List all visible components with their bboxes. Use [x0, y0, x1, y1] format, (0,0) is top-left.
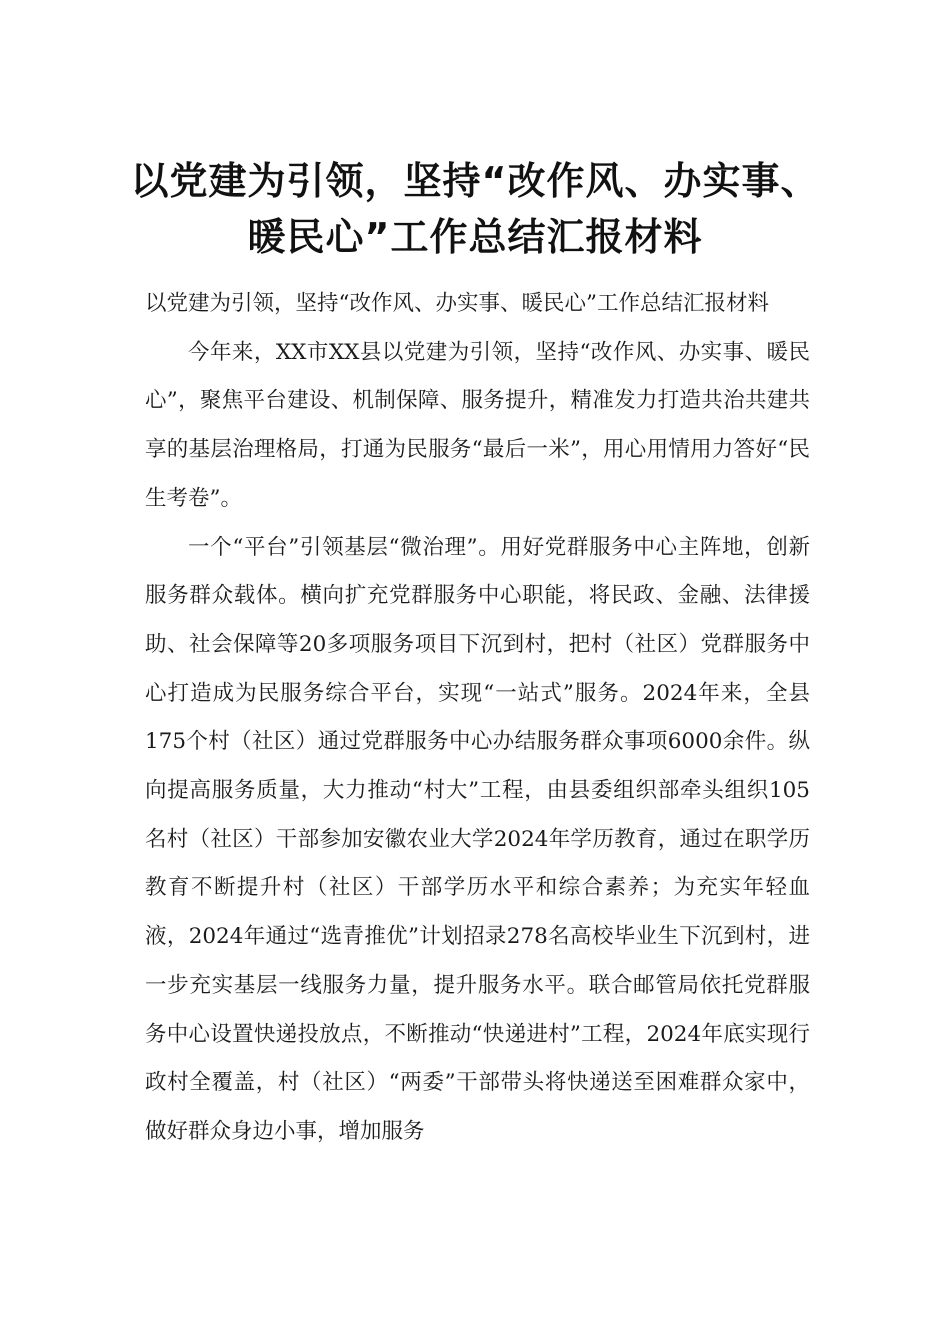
paragraph-intro: 今年来，XX市XX县以党建为引领，坚持“改作风、办实事、暖民心”，聚焦平台建设、机制保障、服务提升，精准发力打造共治共建共享的基层治理格局，打通为民服务“最后一米”，用心用情用力答好“民生考卷”。: [145, 339, 810, 511]
subtitle-paragraph: 以党建为引领，坚持“改作风、办实事、暖民心”工作总结汇报材料: [145, 291, 769, 316]
document-title: [100, 153, 850, 265]
title-line-1: 以党建为引领，坚持“改作风、办实事、: [130, 159, 820, 204]
paragraph-platform: 一个“平台”引领基层“微治理”。用好党群服务中心主阵地，创新服务群众载体。横向扩充党群服务中心职能，将民政、金融、法律援助、社会保障等20多项服务项目下沉到村，把村（社区）党群服务中心打造成为民服务综合平台，实现“一站式”服务。2024年来，全县175个村（社区）通过党群服务中心办结服务群众事项6000余件。纵向提高服务质量，大力推动“村大”工程，由县委组织部牵头组织105名村（社区）干部参加安徽农业大学2024年学历教育，通过在职学历教育不断提升村（社区）干部学历水平和综合素养；为充实年轻血液，2024年通过“选青推优”计划招录278名高校毕业生下沉到村，进一步充实基层一线服务力量，提升服务水平。联合邮管局依托党群服务中心设置快递投放点，不断推动“快递进村”工程，2024年底实现行政村全覆盖，村（社区）“两委”干部带头将快递送至困难群众家中，做好群众身边小事，增加服务: [145, 534, 810, 1144]
document-body: [145, 280, 810, 1157]
title-line-2: 暖民心”工作总结汇报材料: [247, 215, 703, 260]
